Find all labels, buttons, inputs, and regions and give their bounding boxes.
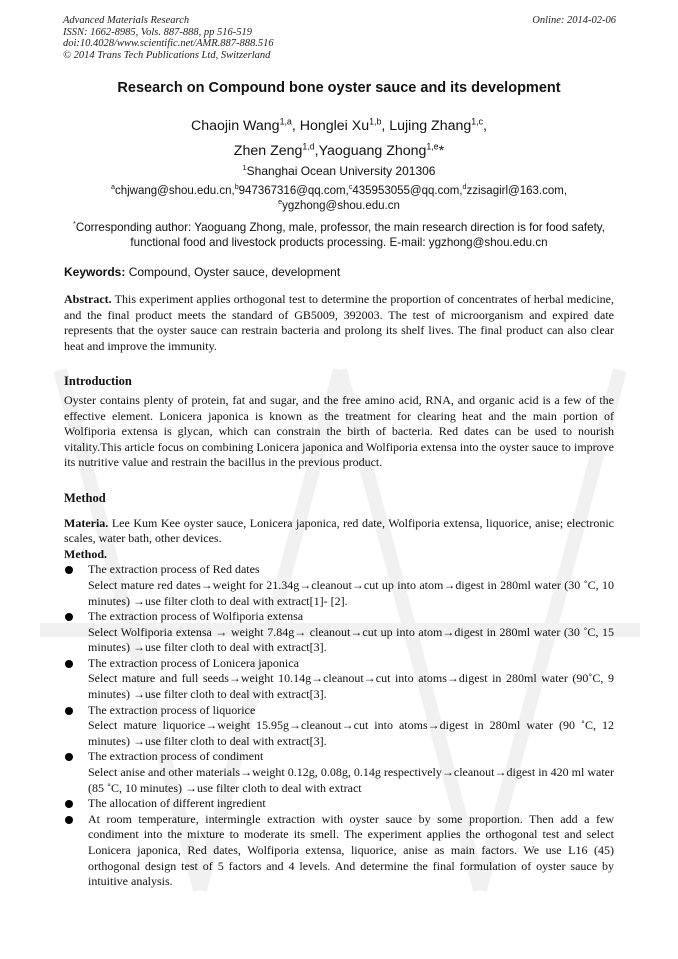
abstract: [64, 292, 614, 354]
list-item-text: Select mature red dates→weight for 21.34g→cleanout→cut up into atom→digest in 280ml water (30 ˚C, 10 minutes) →use filter cloth to deal with extract[1]- [2].: [88, 577, 614, 608]
list-item-title: The extraction process of Red dates: [88, 562, 260, 577]
author-sup: 1,e: [426, 141, 439, 152]
corresponding-star: *: [438, 143, 445, 159]
keywords: [64, 265, 340, 279]
email-b: 947367316@qq.com,: [238, 185, 349, 197]
list-item: [64, 609, 614, 656]
list-item: [64, 656, 614, 703]
list-item-title: The extraction process of liquorice: [88, 702, 256, 717]
list-item-title: The extraction process of condiment: [88, 749, 264, 764]
email-sup: e: [278, 197, 283, 206]
list-item-text: Select anise and other materials→weight 0.12g, 0.08g, 0.14g respectively→cleanout→digest in 420 ml water (85 ˚C, 10 minutes) →use filter cloth to deal with extract: [88, 765, 614, 795]
list-item: [64, 562, 614, 609]
paper-title: Research on Compound bone oyster sauce and its development: [117, 80, 561, 96]
email-sup: a: [110, 183, 115, 192]
issn-line: ISSN: 1662-8985, Vols. 887-888, pp 516-519: [63, 26, 252, 38]
list-item-title: The allocation of different ingredient: [88, 796, 266, 811]
list-item: [64, 812, 614, 890]
corresponding-text: Corresponding author: Yaoguang Zhong, male, professor, the main research direction is for food safety, functional food and livestock products processing. E-mail: ygzhong@shou.edu.cn: [75, 221, 605, 249]
materia-paragraph: [64, 516, 614, 547]
introduction-text: Oyster contains plenty of protein, fat and sugar, and the free amino acid, RNA, and organic acid is a few of the effective element. Lonicera japonica is known as the treatment for clearing heat and the main portion of Wolfiporia extensa is glycan, which can constrain the birth of bacteria. Red dates can be used to nourish vitality.This article focus on combining Lonicera japonica and Wolfiporia extensa into the oyster sauce to improve its nutritive value and restrain the bacillus in the previous product.: [64, 392, 614, 470]
journal-header: [63, 15, 274, 61]
author-sup: 1,a: [279, 116, 292, 127]
email-d: zzisagirl@163.com,: [466, 185, 568, 197]
email-list: [70, 184, 608, 213]
affiliation-text: Shanghai Ocean University 201306: [246, 164, 436, 178]
online-date: Online: 2014-02-06: [532, 15, 616, 26]
author-list: Chaojin Wang$^{1,a}$, Honglei Xu$^{1,b}$, Lujing Zhang$^{1,c}$, Zhen Zeng$^{1,d}$,Yaoguang Zhong$^{1,e}$*: [190, 116, 487, 159]
list-item-text: Select mature and full seeds→weight 10.14g→cleanout→cut into atoms→digest in 280ml water (90˚C, 9 minutes) →use filter cloth to deal with extract[3].: [88, 671, 614, 702]
introduction-heading: Introduction: [64, 374, 132, 389]
email-e: ygzhong@shou.edu.cn: [282, 199, 400, 212]
author-sup: 1,d: [302, 141, 315, 152]
materia-text: Lee Kum Kee oyster sauce, Lonicera japonica, red date, Wolfiporia extensa, liquorice, anise; electronic scales, water bath, other devices.: [64, 515, 614, 546]
keywords-text: Compound, Oyster sauce, development: [128, 265, 341, 279]
author-name: Zhen Zeng: [233, 143, 303, 159]
list-item-title: The extraction process of Lonicera japonica: [88, 655, 299, 670]
list-item-text: At room temperature, intermingle extraction with oyster sauce by some proportion. Then add a few condiment into the mixture to moderate its smell. The experiment applies the orthogonal test and select Lonicera japonica, Red dates, Wolfiporia extensa, liquorice, anise as main factors. We use L16 (45) orthogonal design test of 5 factors and 4 levels. And determine the final formulation of oyster sauce by intuitive analysis.: [88, 811, 614, 889]
journal-name: Advanced Materials Research: [63, 15, 190, 26]
email-sup: b: [234, 183, 239, 192]
list-item: [64, 796, 614, 812]
method-list: [64, 562, 614, 889]
email-c: 435953055@qq.com,: [352, 185, 463, 197]
materia-label: Materia.: [64, 515, 109, 530]
corresponding-author: [64, 221, 614, 250]
list-item: [64, 749, 614, 796]
abstract-label: Abstract.: [64, 292, 112, 306]
keywords-label: Keywords:: [64, 265, 126, 279]
author-name: Honglei Xu: [299, 118, 370, 134]
affiliation: [0, 164, 678, 178]
author-name: Yaoguang Zhong: [318, 143, 427, 159]
doi-line: doi:10.4028/www.scientific.net/AMR.887-888.516: [63, 38, 274, 50]
paper-body: [64, 292, 614, 890]
author-sup: 1,b: [369, 116, 382, 127]
list-item-title: The extraction process of Wolfiporia extensa: [88, 609, 304, 624]
affiliation-sup: 1: [242, 163, 247, 172]
method-label: Method.: [64, 546, 107, 561]
abstract-text: This experiment applies orthogonal test to determine the proportion of concentrates of herbal medicine, and the final product meets the standard of GB5009, 392003. The test of microorganism and expired date represents that the oyster sauce can restrain bacteria and prolong its shelf lives. The final product can also clear heat and improve the immunity.: [64, 292, 614, 353]
author-name: Lujing Zhang: [389, 118, 472, 134]
method-heading: Method: [64, 490, 106, 505]
copyright-line: © 2014 Trans Tech Publications Ltd, Switzerland: [63, 49, 271, 61]
email-a: chjwang@shou.edu.cn,: [114, 185, 235, 197]
list-item-text: Select mature liquorice→weight 15.95g→cleanout→cut into atoms→digest in 280ml water (90 ˚C, 12 minutes) →use filter cloth to deal with extract[3].: [88, 718, 614, 748]
list-item: [64, 703, 614, 750]
corresponding-sup: *: [73, 219, 76, 229]
email-sup: d: [462, 183, 467, 192]
list-item-text: Select Wolfiporia extensa → weight 7.84g→ cleanout→cut up into atom→digest in 280ml water (30 ˚C, 15 minutes) →use filter cloth to deal with extract[3].: [88, 624, 614, 655]
author-sup: 1,c: [471, 116, 484, 127]
email-sup: c: [348, 183, 353, 192]
author-name: Chaojin Wang: [190, 118, 280, 134]
method-subheading: [64, 547, 614, 563]
